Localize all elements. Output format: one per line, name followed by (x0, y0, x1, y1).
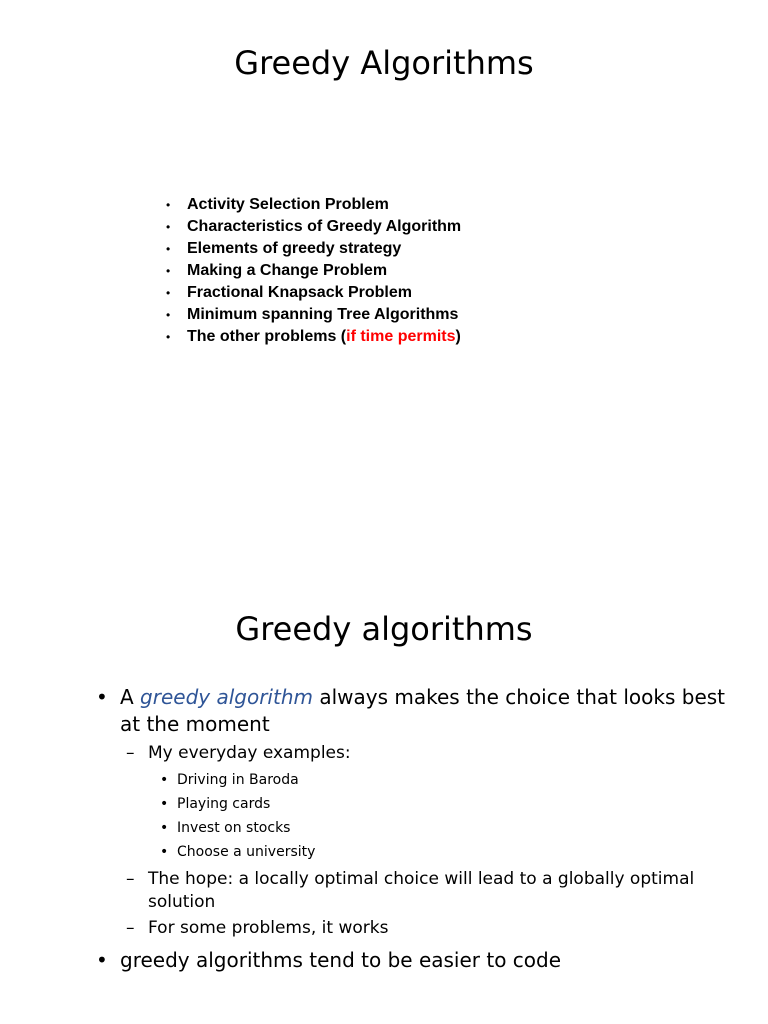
topic-list (166, 194, 461, 348)
bullet-icon: • (160, 820, 169, 836)
list-item: • Invest on stocks (96, 816, 736, 840)
greedy-algorithm-term: greedy algorithm (140, 685, 313, 709)
examples-list (96, 768, 736, 864)
bullet-icon: • (166, 330, 171, 344)
bullet-icon: • (166, 220, 171, 234)
list-item: • Elements of greedy strategy (166, 238, 461, 260)
bullet-icon: • (166, 286, 171, 300)
dash-icon: – (126, 743, 135, 763)
bullet-icon: • (160, 772, 169, 788)
list-item: • Playing cards (96, 792, 736, 816)
time-permits-note: if time permits (346, 328, 456, 345)
list-item: • Minimum spanning Tree Algorithms (166, 304, 461, 326)
dash-icon: – (126, 869, 135, 889)
bullet-icon: • (160, 844, 169, 860)
list-item: • Characteristics of Greedy Algorithm (166, 216, 461, 238)
list-item: • Choose a university (96, 840, 736, 864)
dash-icon: – (126, 918, 135, 938)
slide-2-body (96, 684, 736, 978)
sub-bullet-hope: – The hope: a locally optimal choice will lead to a globally optimal solution (126, 869, 695, 912)
bullet-icon: • (166, 198, 171, 212)
list-item-other-problems: • The other problems (if time permits) (166, 326, 461, 348)
list-item: • Making a Change Problem (166, 260, 461, 282)
slide-1-title: Greedy Algorithms (234, 44, 534, 82)
easier-to-code-bullet: • greedy algorithms tend to be easier to code (96, 948, 562, 972)
bullet-icon: • (166, 308, 171, 322)
list-item: • Fractional Knapsack Problem (166, 282, 461, 304)
sub-bullet-examples: – My everyday examples: (126, 743, 351, 763)
bullet-icon: • (96, 685, 108, 709)
list-item: • Activity Selection Problem (166, 194, 461, 216)
bullet-icon: • (166, 242, 171, 256)
bullet-icon: • (160, 796, 169, 812)
slide-2 (0, 560, 768, 1024)
bullet-icon: • (166, 264, 171, 278)
slide-2-title: Greedy algorithms (235, 610, 533, 648)
definition-bullet: • A greedy algorithm always makes the choice that looks best at the moment (96, 685, 726, 736)
list-item: • Driving in Baroda (96, 768, 736, 792)
bullet-icon: • (96, 948, 108, 972)
sub-bullet-works: – For some problems, it works (126, 918, 389, 938)
